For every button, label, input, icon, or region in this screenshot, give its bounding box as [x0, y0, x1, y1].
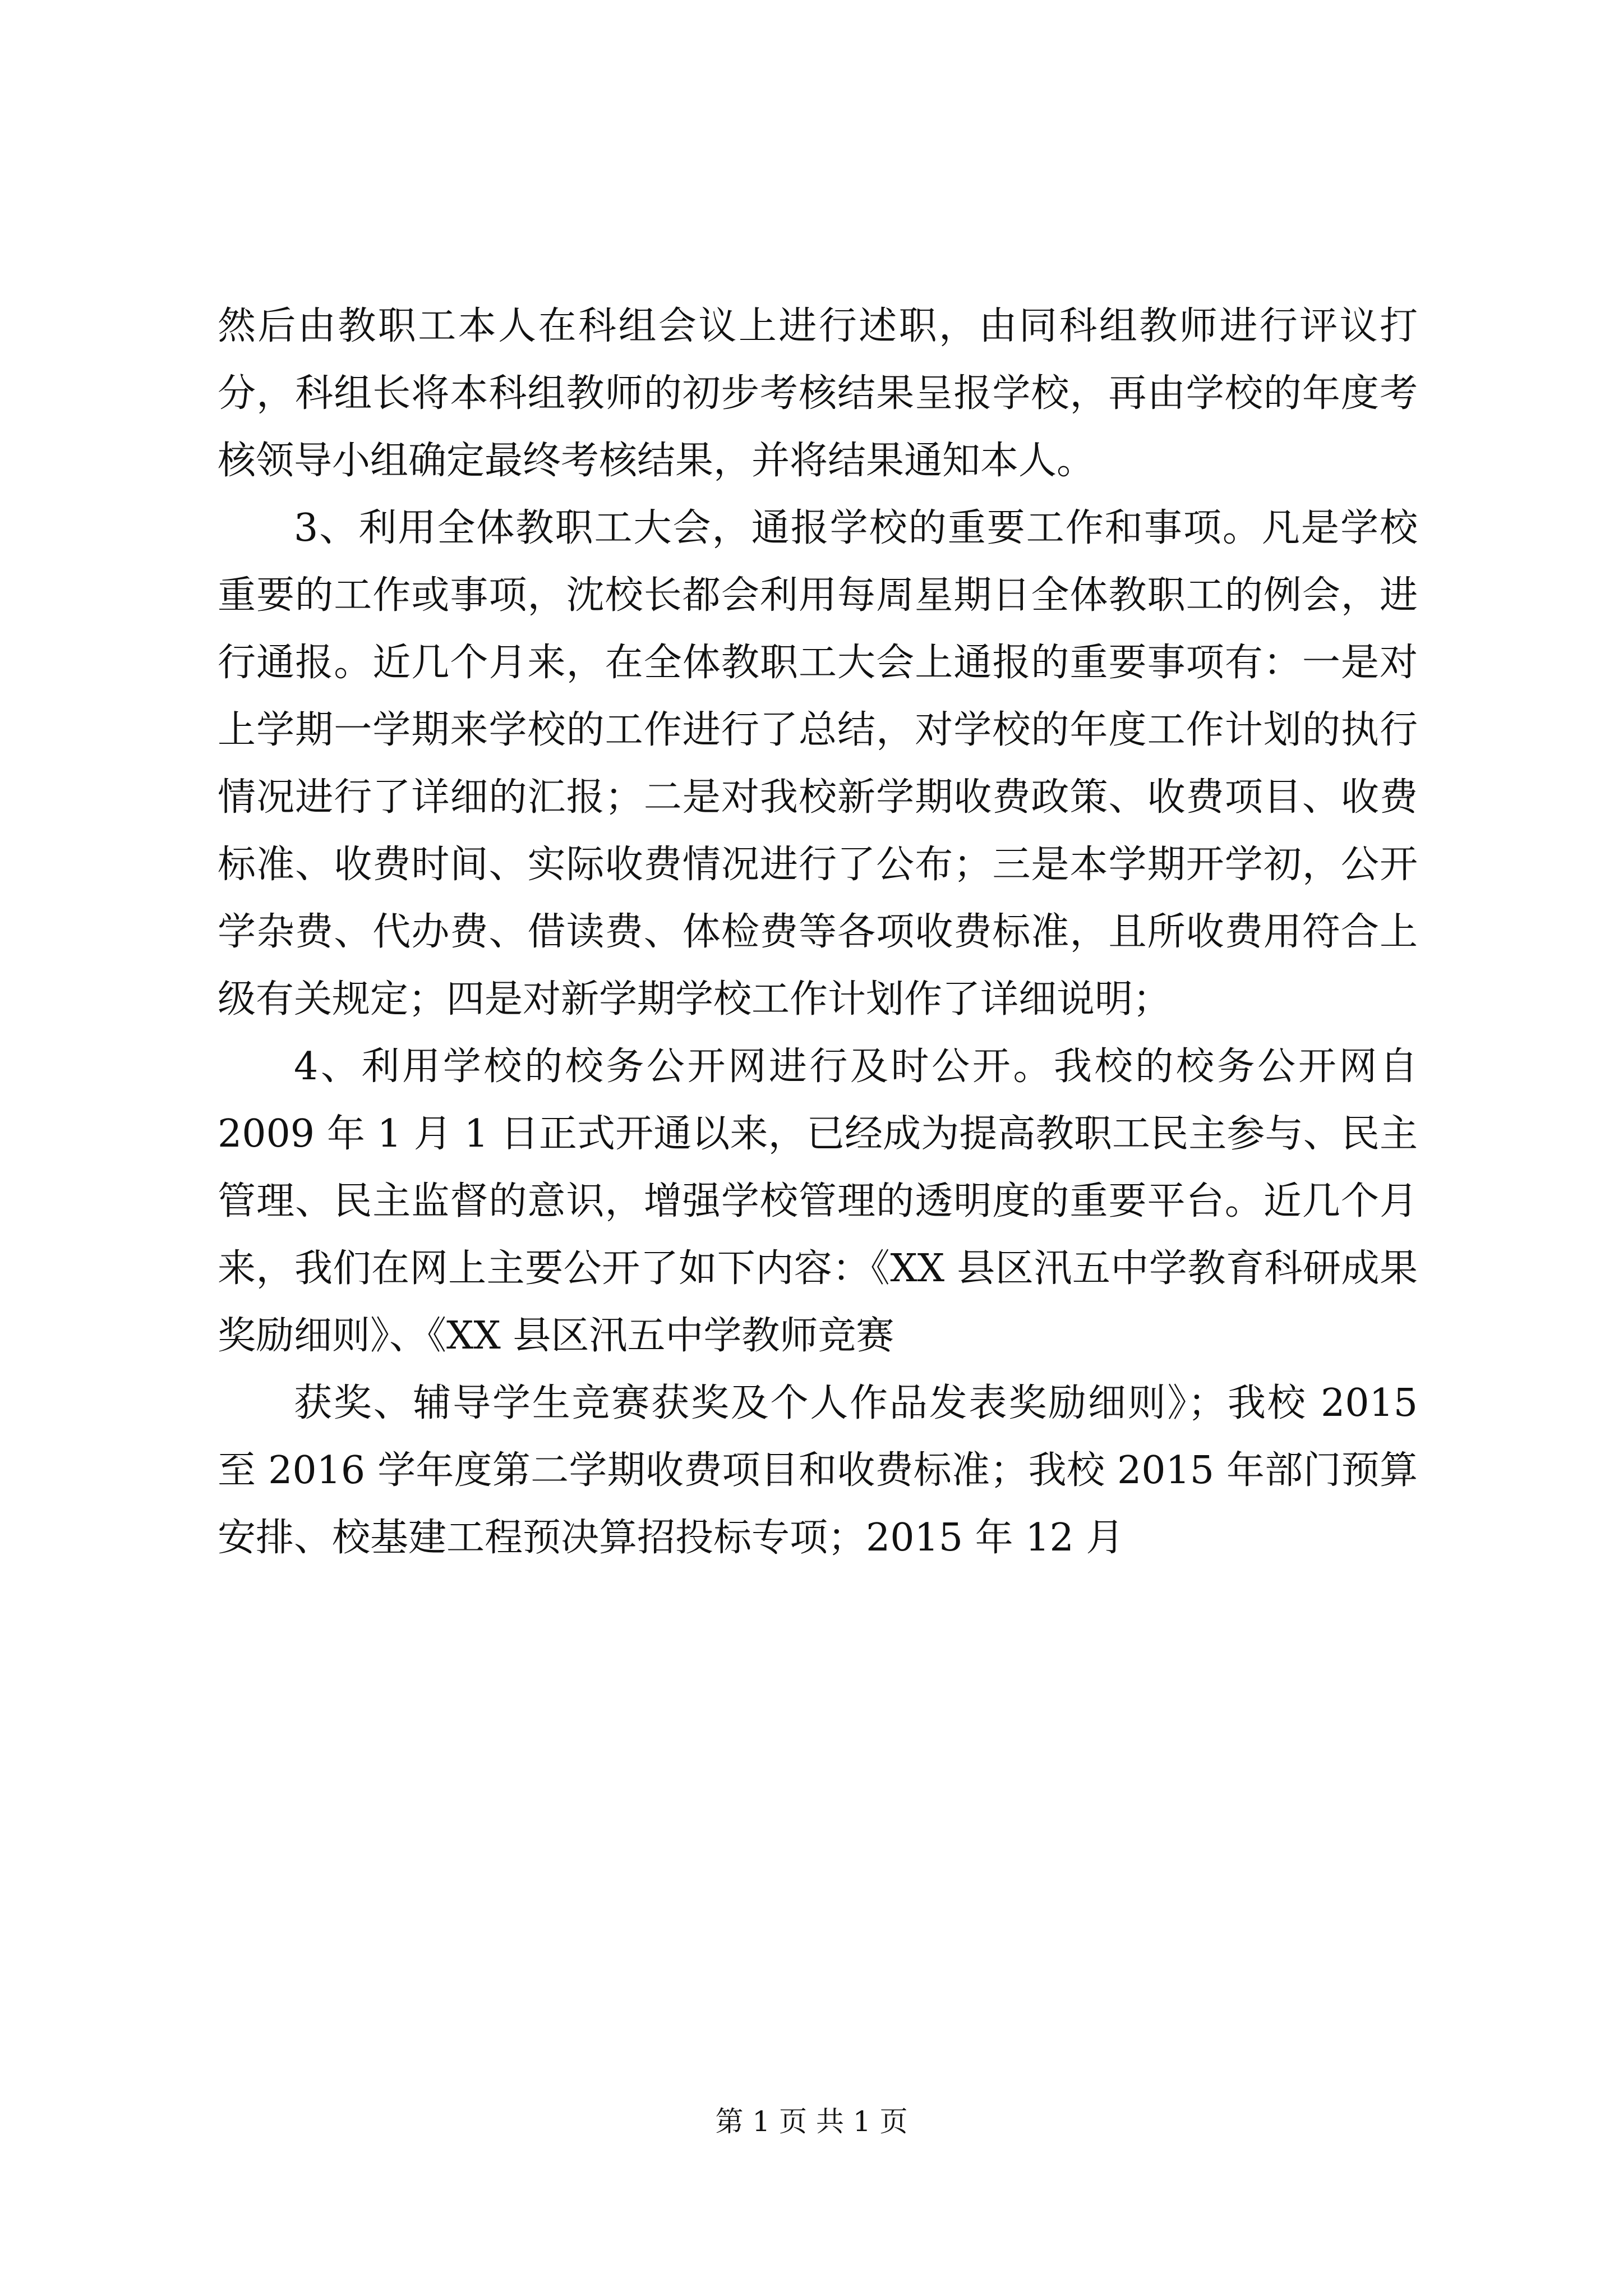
- paragraph-4: 获奖、辅导学生竞赛获奖及个人作品发表奖励细则》；我校 2015 至 2016 学年度第二学期收费项目和收费标准；我校 2015 年部门预算安排、校基建工程预决算招投标专项；2015 年 12 月: [218, 1381, 1418, 1560]
- page-footer: 第 1 页 共 1 页: [715, 2105, 908, 2138]
- paragraph-1: 然后由教职工本人在科组会议上进行述职，由同科组教师进行评议打分，科组长将本科组教师的初步考核结果呈报学校，再由学校的年度考核领导小组确定最终考核结果，并将结果通知本人。: [218, 304, 1418, 483]
- paragraph-3: 4、利用学校的校务公开网进行及时公开。我校的校务公开网自 2009 年 1 月 1 日正式开通以来，已经成为提高教职工民主参与、民主管理、民主监督的意识，增强学校管理的透明度的重要平台。近几个月来，我们在网上主要公开了如下内容：《XX 县区汛五中学教育科研成果奖励细则》、《XX 县区汛五中学教师竞赛: [218, 1045, 1418, 1358]
- paragraph-2: 3、利用全体教职工大会，通报学校的重要工作和事项。凡是学校重要的工作或事项，沈校长都会利用每周星期日全体教职工的例会，进行通报。近几个月来，在全体教职工大会上通报的重要事项有：一是对上学期一学期来学校的工作进行了总结，对学校的年度工作计划的执行情况进行了详细的汇报；二是对我校新学期收费政策、收费项目、收费标准、收费时间、实际收费情况进行了公布；三是本学期开学初，公开学杂费、代办费、借读费、体检费等各项收费标准，且所收费用符合上级有关规定；四是对新学期学校工作计划作了详细说明；: [218, 506, 1418, 1022]
- document-body: [218, 293, 1418, 1572]
